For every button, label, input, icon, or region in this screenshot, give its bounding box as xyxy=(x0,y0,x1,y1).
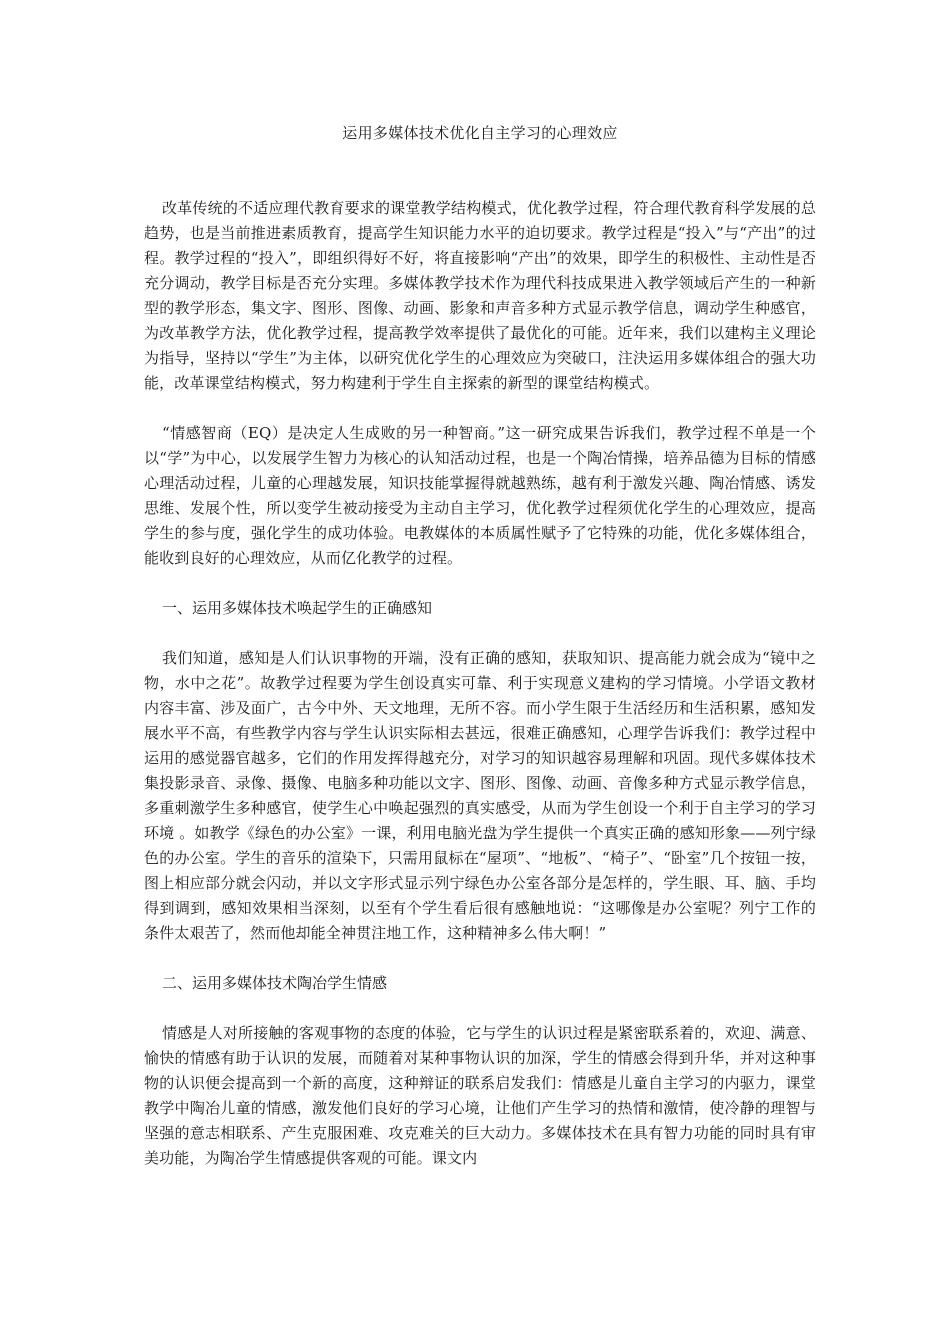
document-page xyxy=(144,120,816,1196)
paragraph-section-1: 我们知道，感知是人们认识事物的开端，没有正确的感知，获取知识、提高能力就会成为“镜中之物，水中之花”。故教学过程要为学生创设真实可靠、利于实现意义建构的学习情境。小学语文教材内容丰富、涉及面广，古今中外、天文地理，无所不容。而小学生限于生活经历和生活积累，感知发展水平不高，有些教学内容与学生认识实际相去甚远，很难正确感知，心理学告诉我们：教学过程中运用的感觉器官越多，它们的作用发挥得越充分，对学习的知识越容易理解和巩固。现代多媒体技术集投影录音、录像、摄像、电脑多种功能以文字、图形、图像、动画、音像多种方式显示教学信息，多重刺激学生多种感官，使学生心中唤起强烈的真实感受，从而为学生创设一个利于自主学习的学习环境 。如教学《绿色的办公室》一课，利用电脑光盘为学生提供一个真实正确的感知形象——列宁绿色的办公室。学生的音乐的渲染下，只需用鼠标在“屋项”、“地板”、“椅子”、“卧室”几个按钮一按，图上相应部分就会闪动，并以文字形式显示列宁绿色办公室各部分是怎样的，学生眼、耳、脑、手均得到调到，感知效果相当深刻，以至有个学生看后很有感触地说：“这哪像是办公室呢？列宁工作的条件太艰苦了，然而他却能全神贯注地工作，这种精神多么伟大啊！” xyxy=(144,649,816,942)
section-heading-2: 二、运用多媒体技术陶冶学生情感 xyxy=(162,974,388,992)
section-heading-1: 一、运用多媒体技术唤起学生的正确感知 xyxy=(162,599,433,617)
paragraph-intro-2: “情感智商（EQ）是决定人生成败的另一种智商。”这一研究成果告诉我们，教学过程不单是一个以“学”为中心，以发展学生智力为核心的认知活动过程，也是一个陶冶情操，培养品德为目标的情感心理活动过程，儿童的心理越发展，知识技能掌握得就越熟练，越有利于激发兴趣、陶冶情感、诱发思维、发展个性，所以变学生被动接受为主动自主学习，优化教学过程须优化学生的心理效应，提高学生的参与度，强化学生的成功体验。电教媒体的本质属性赋予了它特殊的功能，优化多媒体组合，能收到良好的心理效应，从而亿化教学的过程。 xyxy=(144,424,816,567)
document-title: 运用多媒体技术优化自主学习的心理效应 xyxy=(342,124,618,142)
paragraph-intro-1: 改革传统的不适应理代教育要求的课堂教学结构模式，优化教学过程，符合理代教育科学发展的总趋势，也是当前推进素质教育，提高学生知识能力水平的迫切要求。教学过程是“投入”与“产出”的过程。教学过程的“投入”，即组织得好不好，将直接影响“产出”的效果，即学生的积极性、主动性是否充分调动，教学目标是否充分实理。多媒体教学技术作为理代科技成果进入教学领域后产生的一种新型的教学形态，集文字、图形、图像、动画、影象和声音多种方式显示教学信息，调动学生种感官，为改革教学方法，优化教学过程，提高教学效率提供了最优化的可能。近年来，我们以建构主义理论为指导，坚持以“学生”为主体，以研究优化学生的心理效应为突破口，注決运用多媒体组合的强大功能，改革课堂结构模式，努力构建利于学生自主探索的新型的课堂结构模式。 xyxy=(144,199,816,392)
paragraph-section-2: 情感是人对所接触的客观事物的态度的体验，它与学生的认识过程是紧密联系着的，欢迎、满意、愉快的情感有助于认识的发展，而随着对某种事物认识的加深，学生的情感会得到升华，并对这种事物的认识便会提高到一个新的高度，这种辩证的联系启发我们：情感是儿童自主学习的内驱力，课堂教学中陶冶儿童的情感，激发他们良好的学习心境，让他们产生学习的热情和激情，使冷静的理智与坚强的意志相联系、产生克服困难、攻克难关的巨大动力。多媒体技术在具有智力功能的同时具有审美功能，为陶冶学生情感提供客观的可能。课文内 xyxy=(144,1024,816,1167)
